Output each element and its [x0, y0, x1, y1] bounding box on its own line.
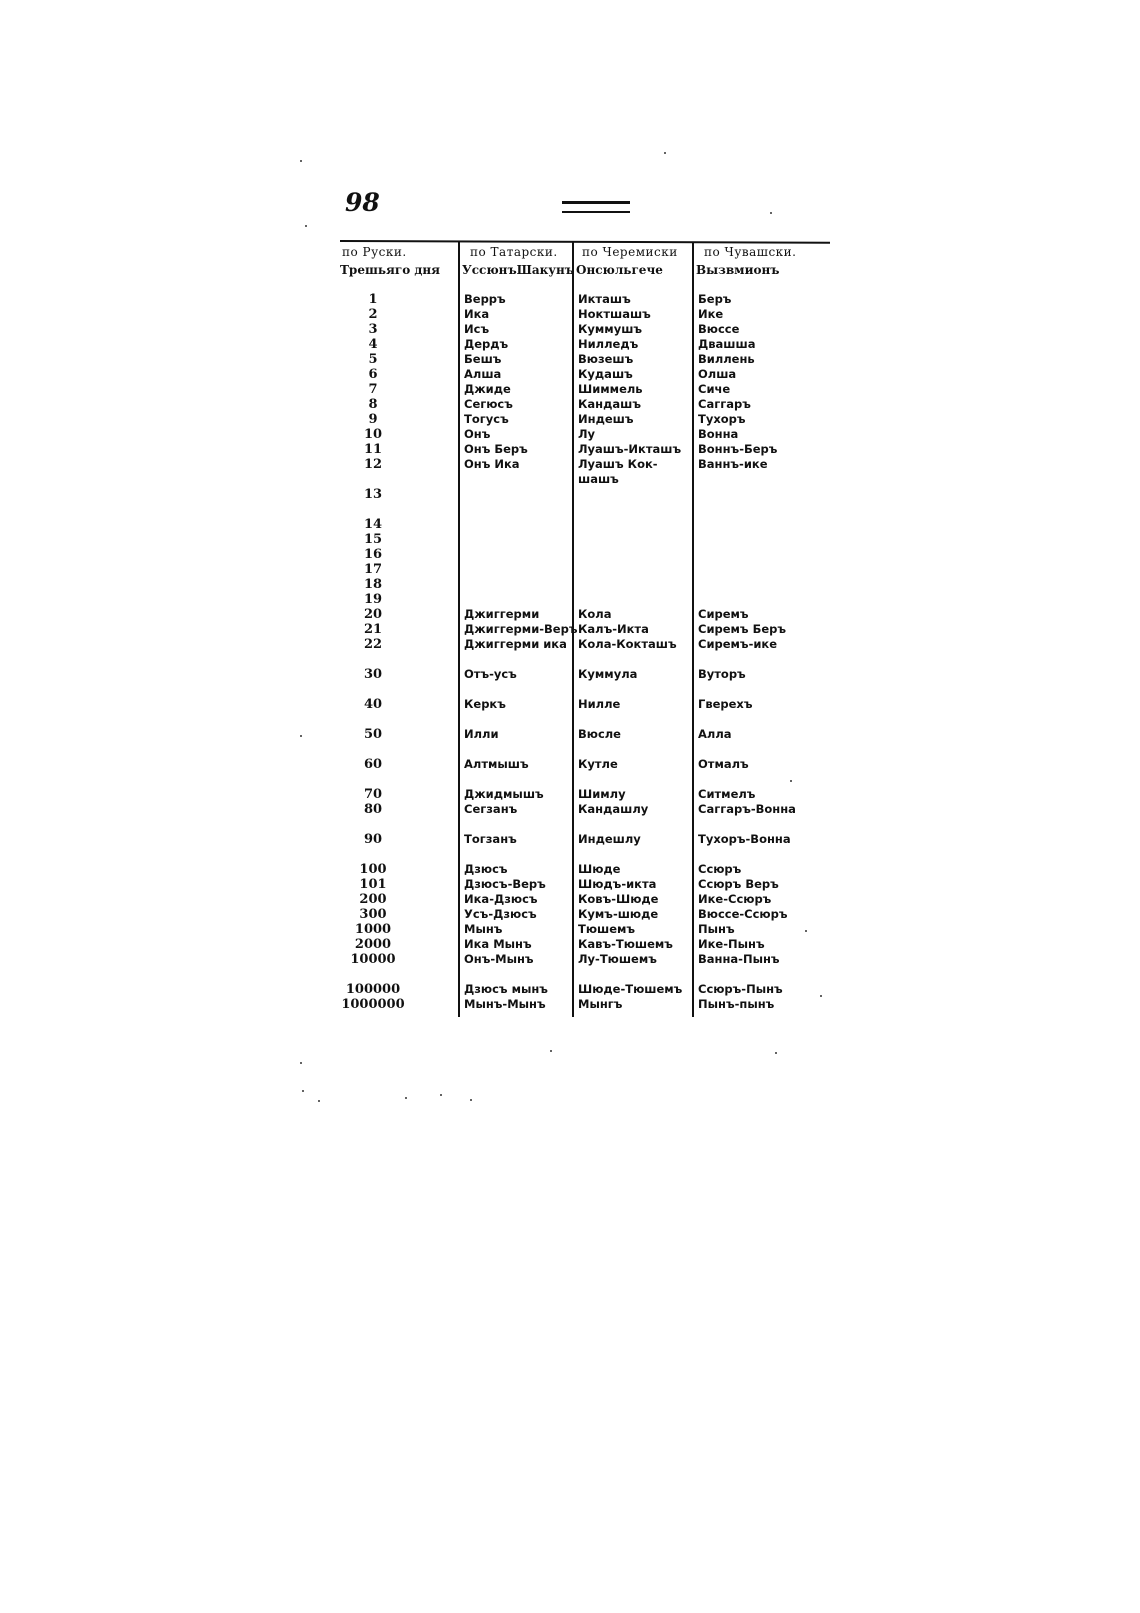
cheremis-cell: Кумъ-шюде [578, 907, 659, 921]
numeral-cell: 4 [368, 337, 378, 352]
chuvash-cell: Ике [698, 307, 724, 321]
numeral-cell: 22 [363, 637, 383, 652]
numeral-cell: 15 [363, 532, 383, 547]
table-row [340, 592, 830, 608]
cheremis-cell: Шюде [578, 862, 621, 876]
numeral-cell: 200 [359, 892, 387, 907]
tatar-cell: Бешъ [464, 352, 502, 366]
scan-speck [405, 1097, 407, 1099]
header-chuvash: по Чувашски. [704, 245, 797, 259]
tatar-cell: Отъ-усъ [464, 667, 517, 681]
chuvash-cell: Ссюръ [698, 862, 742, 876]
numeral-cell: 18 [363, 577, 383, 592]
subheader-russian: Трешьяго дня [340, 263, 441, 277]
scan-speck [440, 1094, 442, 1096]
cheremis-cell: Индешлу [578, 832, 641, 846]
cheremis-cell: Ноктшашъ [578, 307, 651, 321]
numeral-cell: 70 [363, 787, 383, 802]
table-row [340, 517, 830, 533]
cheremis-cell: Кандашъ [578, 397, 642, 411]
cheremis-cell: Нилледъ [578, 337, 639, 351]
subheader-cheremis: Онсюльгече [576, 263, 663, 277]
table-row [340, 352, 830, 368]
cheremis-cell: Индешъ [578, 412, 634, 426]
scan-speck [790, 780, 792, 782]
table-row [340, 367, 830, 383]
cheremis-cell: Калъ-Икта [578, 622, 649, 636]
cheremis-cell: Куммушъ [578, 322, 643, 336]
table-row [340, 547, 830, 563]
table-row [340, 637, 830, 653]
page-number: 98 [345, 188, 380, 217]
table-row [340, 862, 830, 878]
chuvash-cell: Гверехъ [698, 697, 753, 711]
table-row [340, 892, 830, 908]
tatar-cell: Дердъ [464, 337, 509, 351]
tatar-cell: Джидмышъ [464, 787, 544, 801]
scan-speck [300, 735, 302, 737]
table-row [340, 397, 830, 413]
tatar-cell: Джиггерми [464, 607, 540, 621]
table-row [340, 472, 830, 488]
scan-speck [302, 1090, 304, 1092]
numeral-cell: 1000000 [341, 997, 405, 1012]
table-row [340, 457, 830, 473]
tatar-cell: Джиде [464, 382, 511, 396]
numeral-cell: 90 [363, 832, 383, 847]
table-row [340, 382, 830, 398]
table-row [340, 577, 830, 593]
chuvash-cell: Ситмелъ [698, 787, 756, 801]
tatar-cell: Алтмышъ [464, 757, 529, 771]
cheremis-cell: Шиммель [578, 382, 643, 396]
table-row [340, 877, 830, 893]
tatar-cell: Керкъ [464, 697, 506, 711]
tatar-cell: Верръ [464, 292, 506, 306]
tatar-cell: Мынъ [464, 922, 503, 936]
scan-speck [770, 212, 772, 214]
cheremis-cell: Куммула [578, 667, 638, 681]
chuvash-cell: Ссюръ-Пынъ [698, 982, 783, 996]
chuvash-cell: Сиче [698, 382, 731, 396]
table-row [340, 727, 830, 743]
cheremis-cell: Кудашъ [578, 367, 633, 381]
cheremis-cell: Кавъ-Тюшемъ [578, 937, 673, 951]
chuvash-cell: Беръ [698, 292, 732, 306]
numeral-cell: 12 [363, 457, 383, 472]
tatar-cell: Дзюсъ [464, 862, 508, 876]
chuvash-cell: Ссюръ Веръ [698, 877, 779, 891]
scan-speck [470, 1099, 472, 1101]
table-row [340, 982, 830, 998]
cheremis-cell: Нилле [578, 697, 621, 711]
subheader-tatar: УссюнъШакунъ [462, 263, 574, 277]
table-row [340, 757, 830, 773]
numeral-cell: 60 [363, 757, 383, 772]
header-ornament-rule [562, 201, 630, 213]
table-top-rule [340, 240, 830, 244]
tatar-cell: Сегзанъ [464, 802, 518, 816]
tatar-cell: Онъ [464, 427, 491, 441]
cheremis-cell: шашъ [578, 472, 619, 486]
scan-speck [664, 152, 666, 154]
scan-speck [300, 160, 302, 162]
chuvash-cell: Пынъ-пынъ [698, 997, 775, 1011]
chuvash-cell: Ике-Ссюръ [698, 892, 772, 906]
numeral-cell: 14 [363, 517, 383, 532]
cheremis-cell: Лу-Тюшемъ [578, 952, 657, 966]
numeral-cell: 10000 [350, 952, 396, 967]
chuvash-cell: Олша [698, 367, 737, 381]
tatar-cell: Джиггерми-Веръ [464, 622, 578, 636]
numeral-cell: 13 [363, 487, 383, 502]
chuvash-cell: Сиремъ-ике [698, 637, 778, 651]
scan-speck [305, 225, 307, 227]
numeral-cell: 10 [363, 427, 383, 442]
numerals-table [340, 240, 830, 1040]
chuvash-cell: Виллень [698, 352, 755, 366]
cheremis-cell: Луашъ-Икташъ [578, 442, 682, 456]
tatar-cell: Илли [464, 727, 499, 741]
table-row [340, 607, 830, 623]
tatar-cell: Дзюсъ мынъ [464, 982, 548, 996]
chuvash-cell: Вонна [698, 427, 739, 441]
table-row [340, 412, 830, 428]
table-row [340, 622, 830, 638]
scan-speck [300, 1062, 302, 1064]
numeral-cell: 16 [363, 547, 383, 562]
cheremis-cell: Шимлу [578, 787, 626, 801]
numeral-cell: 101 [359, 877, 387, 892]
table-row [340, 697, 830, 713]
table-row [340, 907, 830, 923]
numeral-cell: 100000 [345, 982, 401, 997]
chuvash-cell: Отмалъ [698, 757, 749, 771]
chuvash-cell: Пынъ [698, 922, 735, 936]
chuvash-cell: Тухоръ-Вонна [698, 832, 791, 846]
tatar-cell: Ика Мынъ [464, 937, 532, 951]
tatar-cell: Алша [464, 367, 502, 381]
tatar-cell: Ика-Дзюсъ [464, 892, 538, 906]
numeral-cell: 3 [368, 322, 378, 337]
chuvash-cell: Ванна-Пынъ [698, 952, 780, 966]
table-row [340, 292, 830, 308]
numeral-cell: 1 [368, 292, 378, 307]
subheader-chuvash: Вызвмионъ [696, 263, 780, 277]
table-row [340, 442, 830, 458]
scan-speck [805, 930, 807, 932]
tatar-cell: Тогусъ [464, 412, 509, 426]
chuvash-cell: Алла [698, 727, 732, 741]
header-tatar: по Татарски. [470, 245, 558, 259]
chuvash-cell: Сиремъ [698, 607, 749, 621]
table-row [340, 427, 830, 443]
tatar-cell: Тогзанъ [464, 832, 517, 846]
cheremis-cell: Кола [578, 607, 612, 621]
scan-speck [318, 1100, 320, 1102]
numeral-cell: 2000 [354, 937, 392, 952]
chuvash-cell: Вуторъ [698, 667, 746, 681]
header-russian: по Руски. [342, 245, 407, 259]
numeral-cell: 80 [363, 802, 383, 817]
numeral-cell: 2 [368, 307, 378, 322]
numeral-cell: 11 [363, 442, 383, 457]
numeral-cell: 21 [363, 622, 383, 637]
chuvash-cell: Ике-Пынъ [698, 937, 765, 951]
table-row [340, 787, 830, 803]
numeral-cell: 20 [363, 607, 383, 622]
cheremis-cell: Шюде-Тюшемъ [578, 982, 683, 996]
chuvash-cell: Сиремъ Беръ [698, 622, 787, 636]
numeral-cell: 300 [359, 907, 387, 922]
header-cheremis: по Черемиски [582, 245, 678, 259]
cheremis-cell: Вюсле [578, 727, 621, 741]
chuvash-cell: Воннъ-Беръ [698, 442, 778, 456]
cheremis-cell: Ковъ-Шюде [578, 892, 659, 906]
tatar-cell: Усъ-Дзюсъ [464, 907, 537, 921]
cheremis-cell: Икташъ [578, 292, 631, 306]
tatar-cell: Ика [464, 307, 490, 321]
numeral-cell: 19 [363, 592, 383, 607]
chuvash-cell: Саггаръ [698, 397, 751, 411]
tatar-cell: Онъ Беръ [464, 442, 528, 456]
numeral-cell: 17 [363, 562, 383, 577]
table-row [340, 337, 830, 353]
cheremis-cell: Кутле [578, 757, 618, 771]
chuvash-cell: Вюссе [698, 322, 740, 336]
table-row [340, 922, 830, 938]
chuvash-cell: Вюссе-Ссюръ [698, 907, 788, 921]
table-row [340, 832, 830, 848]
tatar-cell: Сегюсъ [464, 397, 513, 411]
table-row [340, 937, 830, 953]
table-row [340, 532, 830, 548]
table-row [340, 952, 830, 968]
numeral-cell: 5 [368, 352, 378, 367]
tatar-cell: Онъ-Мынъ [464, 952, 534, 966]
cheremis-cell: Мынгъ [578, 997, 623, 1011]
tatar-cell: Онъ Ика [464, 457, 520, 471]
numeral-cell: 40 [363, 697, 383, 712]
table-row [340, 307, 830, 323]
cheremis-cell: Тюшемъ [578, 922, 636, 936]
table-row [340, 487, 830, 503]
chuvash-cell: Двашша [698, 337, 756, 351]
numeral-cell: 50 [363, 727, 383, 742]
table-row [340, 802, 830, 818]
tatar-cell: Исъ [464, 322, 490, 336]
table-row [340, 562, 830, 578]
cheremis-cell: Луашъ Кок- [578, 457, 658, 471]
chuvash-cell: Тухоръ [698, 412, 746, 426]
table-row [340, 667, 830, 683]
chuvash-cell: Ваннъ-ике [698, 457, 768, 471]
tatar-cell: Дзюсъ-Веръ [464, 877, 546, 891]
cheremis-cell: Лу [578, 427, 596, 441]
numeral-cell: 6 [368, 367, 378, 382]
scan-speck [775, 1052, 777, 1054]
cheremis-cell: Шюдъ-икта [578, 877, 657, 891]
cheremis-cell: Вюзешъ [578, 352, 634, 366]
numeral-cell: 7 [368, 382, 378, 397]
tatar-cell: Мынъ-Мынъ [464, 997, 546, 1011]
scan-speck [550, 1050, 552, 1052]
numeral-cell: 100 [359, 862, 387, 877]
cheremis-cell: Кола-Кокташъ [578, 637, 677, 651]
numeral-cell: 8 [368, 397, 378, 412]
numeral-cell: 9 [368, 412, 378, 427]
scan-speck [820, 995, 822, 997]
numeral-cell: 30 [363, 667, 383, 682]
cheremis-cell: Кандашлу [578, 802, 649, 816]
table-row [340, 997, 830, 1013]
numeral-cell: 1000 [354, 922, 392, 937]
chuvash-cell: Саггаръ-Вонна [698, 802, 796, 816]
tatar-cell: Джиггерми ика [464, 637, 567, 651]
table-row [340, 322, 830, 338]
